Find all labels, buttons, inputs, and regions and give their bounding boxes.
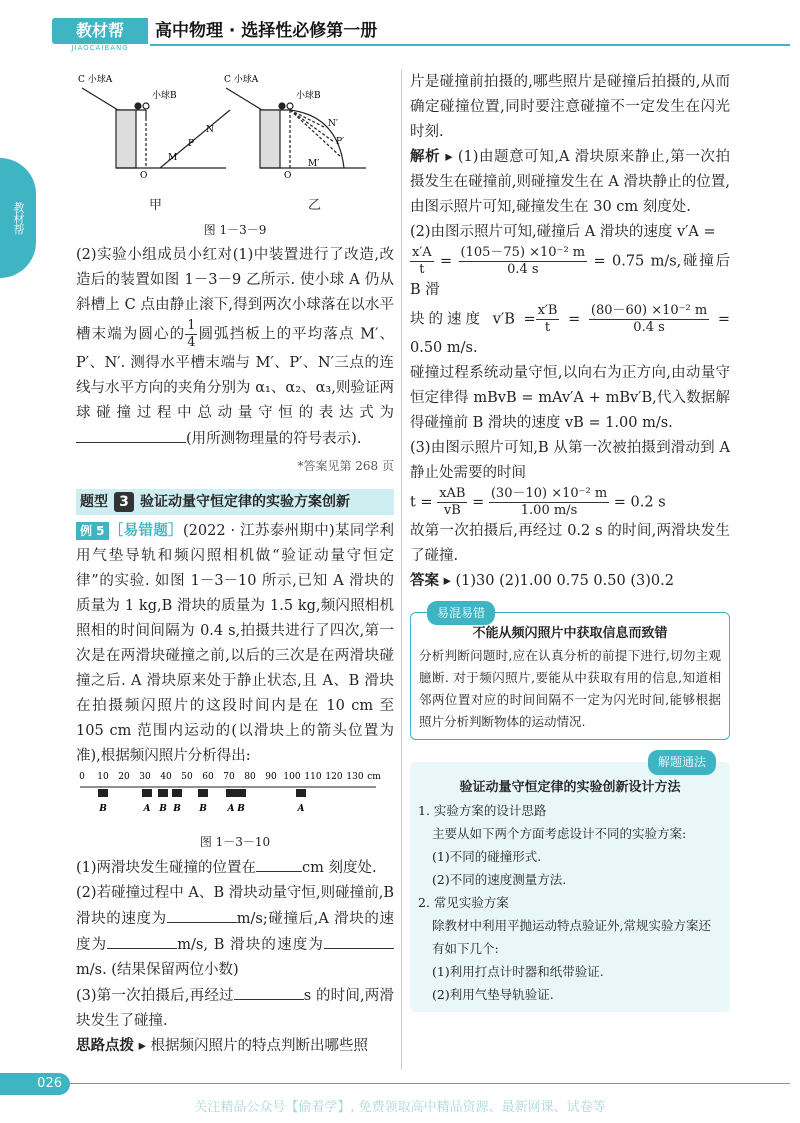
method-2b: (1)利用打点计时器和纸带验证. — [432, 964, 604, 979]
fig-label-c-ballA: C 小球A — [78, 75, 113, 85]
svg-text:B: B — [159, 804, 167, 814]
fig-sub-a: 甲 — [148, 198, 162, 213]
analysis-1: 解析 ▸ (1)由题意可知,A 滑块原来静止,第一次拍摄发生在碰撞前,则碰撞发生在 A 滑块静止的位置,由图示照片可知,碰撞发生在 30 cm 刻度处. — [410, 149, 731, 215]
left-column — [76, 70, 394, 1059]
fig-label-N: N — [206, 125, 214, 135]
method-1c: (2)不同的速度测量方法. — [432, 872, 567, 887]
watermark: 关注精品公众号【偷着学】, 免费领取高中精品资源、最新网课、试卷等 — [194, 1100, 606, 1115]
right-column — [410, 70, 730, 1012]
fig1-caption: 图 1－3－9 — [203, 223, 267, 237]
hint: 思路点拨 ▸ 根据频闪照片的特点判断出哪些照 — [76, 1038, 368, 1054]
fig-label-P: P — [188, 139, 195, 149]
fig-label-Np: N′ — [328, 119, 338, 129]
fig2-caption: 图 1－3－10 — [199, 835, 271, 849]
svg-text:120: 120 — [325, 772, 343, 782]
method-1b: (1)不同的碰撞形式. — [432, 849, 542, 864]
fig-label-O: O — [140, 171, 148, 181]
book-title: 高中物理 · 选择性必修第一册 — [155, 21, 378, 41]
svg-text:30: 30 — [139, 772, 151, 782]
fig-sub-b: 乙 — [307, 198, 321, 213]
confusion-text: 分析判断问题时,应在认真分析的前提下进行,切勿主观臆断. 对于频闪照片,要能从中获取有用的信息,知道相邻两位置对应的时间间隔不一定为闪光时间,能够根据照片分析判断物体的运动情况. — [419, 648, 721, 729]
method-1a: 主要从如下两个方面考虑设计不同的实验方案: — [432, 826, 687, 841]
confusion-title: 不能从频闪照片中获取信息而致错 — [472, 626, 668, 641]
q2-blank-1[interactable] — [167, 906, 237, 923]
answer-note: *答案见第 268 页 — [297, 459, 394, 473]
svg-text:A: A — [143, 804, 151, 814]
q2: (2)若碰撞过程中 A、B 滑块动量守恒,则碰撞前,B 滑块的速度为 m/s;碰撞后,A 滑块的速度为 m/s, B 滑块的速度为m/s. (结果保留两位小数) — [76, 885, 395, 978]
svg-text:B: B — [173, 804, 181, 814]
svg-text:B: B — [99, 804, 107, 814]
analysis-2: (2)由图示照片可知,碰撞后 A 滑块的速度 v′A = — [410, 224, 716, 240]
svg-text:70: 70 — [223, 772, 235, 782]
q1-blank[interactable] — [256, 855, 302, 872]
confusion-tag: 易混易错 — [427, 601, 495, 625]
q3-blank[interactable] — [234, 983, 304, 1000]
brand-logo: 教材帮 — [52, 18, 148, 44]
hint-continued: 片是碰撞前拍摄的,哪些照片是碰撞后拍摄的,从而确定碰撞位置,同时要注意碰撞不一定发生在闪光时刻. — [410, 74, 730, 140]
svg-text:B: B — [237, 804, 245, 814]
answer-blank[interactable] — [76, 426, 186, 443]
footer-line — [70, 1083, 790, 1084]
page-number: 026 — [0, 1073, 70, 1095]
analysis-3: (3)由图示照片可知,B 从第一次被拍摄到滑动到 A 静止处需要的时间 — [410, 440, 730, 481]
answer: 答案 ▸ (1)30 (2)1.00 0.75 0.50 (3)0.2 — [410, 573, 674, 589]
example-5-text: 例 5 ［易错题］(2022 · 江苏泰州期中)某同学利用气垫导轨和频闪照相机做“验证动量守恒定律”的实验. 如图 1－3－10 所示,已知 A 滑块的质量为 1 kg,B 滑块的质量为 1.5 kg,频闪照相机照相的时间间隔为 0.4 s,拍摄共进行了四次,第一次是在两滑块碰撞之前,以后的三次是在两滑块碰撞之后. A 滑块原来处于静止状态,且 A、B 滑块在拍摄频闪照片的这段时间内是在 10 cm 至 105 cm 范围内运动的(以滑块上的箭头位置为准),根据频闪照片分析得出: — [76, 523, 395, 764]
fig-label-Mp: M′ — [308, 159, 320, 169]
svg-text:0: 0 — [79, 772, 85, 782]
fig-label-ballB: 小球B — [152, 91, 177, 101]
analysis-2b: 碰撞过程系统动量守恒,以向右为正方向,由动量守恒定律得 mBvB = mAv′A + mBv′B,代入数据解得碰撞前 B 滑块的速度 vB = 1.00 m/s. — [410, 365, 730, 431]
question-2-text: (2)实验小组成员小红对(1)中装置进行了改造,改造后的装置如图 1－3－9 乙所示. 使小球 A 仍从斜槽上 C 点由静止滚下,得到两次小球落在以水平槽末端为圆心的 $\frac{1}{4}$ 圆弧挡板上的平均落点 M′、P′、N′. 测得水平槽末端与 M′、P′、N′三点的连线与水平方向的夹角分别为 α₁、α₂、α₃,则验证两球碰撞过程中总动量守恒的表达式为(用所测物理量的符号表示). — [76, 247, 395, 447]
q1: (1)两滑块发生碰撞的位置在 cm 刻度处. — [76, 855, 394, 881]
q2-blank-3[interactable] — [324, 932, 394, 949]
svg-text:A: A — [227, 804, 235, 814]
method-1: 1. 实验方案的设计思路 — [418, 803, 547, 818]
svg-text:90: 90 — [265, 772, 277, 782]
confusion-box — [410, 606, 730, 740]
svg-text:80: 80 — [244, 772, 256, 782]
svg-text:60: 60 — [202, 772, 214, 782]
svg-text:50: 50 — [181, 772, 193, 782]
svg-text:A: A — [297, 804, 305, 814]
ruler-ticks — [79, 772, 381, 782]
fig-label-O2: O — [284, 171, 292, 181]
fig-label-ballB-2: 小球B — [296, 91, 321, 101]
method-tag: 解题通法 — [648, 750, 716, 775]
figure-1-3-10 — [76, 769, 394, 821]
fig-label-M: M — [168, 153, 178, 163]
svg-text:40: 40 — [160, 772, 172, 782]
header-divider — [150, 44, 790, 46]
svg-text:cm: cm — [367, 772, 381, 782]
side-tab: 教材帮 — [0, 158, 36, 278]
method-2a: 除教材中利用平抛运动特点验证外,常规实验方案还有如下几个: — [432, 918, 711, 956]
svg-text:130: 130 — [346, 772, 364, 782]
brand-subtitle: JIAOCAIBANG — [71, 44, 129, 52]
svg-text:110: 110 — [304, 772, 322, 782]
fig-label-c-ballA-2: C 小球A — [224, 75, 259, 85]
svg-text:100: 100 — [283, 772, 301, 782]
formula-vA: $\frac{x'A}{t}$ = $\frac{\text{(105－75) ×10⁻² m}}{0.4 s}$ = 0.75 m/s,碰撞后 B 滑 — [410, 245, 731, 298]
method-box — [410, 755, 730, 1012]
svg-text:20: 20 — [118, 772, 130, 782]
column-divider — [401, 70, 402, 1070]
question-type-banner: 题型 3 验证动量守恒定律的实验方案创新 — [76, 489, 394, 515]
svg-text:10: 10 — [97, 772, 109, 782]
figure-1-3-9 — [76, 70, 394, 188]
q2-blank-2[interactable] — [107, 932, 177, 949]
formula-t: t = $\frac{\text{xAB}}{vB}$ = $\frac{\text{(30－10) ×10⁻² m}}{1.00 m/s}$ = 0.2 s — [410, 486, 666, 518]
method-2c: (2)利用气垫导轨验证. — [432, 987, 554, 1002]
formula-vB: 块的速度 v′B = $\frac{x'B}{t}$ = $\frac{\text{(80－60) ×10⁻² m}}{0.4 s}$ = 0.50 m/s. — [410, 303, 730, 356]
fig-label-Pp: P′ — [336, 137, 345, 147]
method-2: 2. 常见实验方案 — [418, 895, 509, 910]
method-title: 验证动量守恒定律的实验创新设计方法 — [459, 780, 681, 795]
q3: (3)第一次拍摄后,再经过 s 的时间,两滑块发生了碰撞. — [76, 983, 394, 1034]
page-header — [0, 0, 800, 58]
analysis-3b: 故第一次拍摄后,再经过 0.2 s 的时间,两滑块发生了碰撞. — [410, 523, 730, 564]
svg-text:B: B — [199, 804, 207, 814]
